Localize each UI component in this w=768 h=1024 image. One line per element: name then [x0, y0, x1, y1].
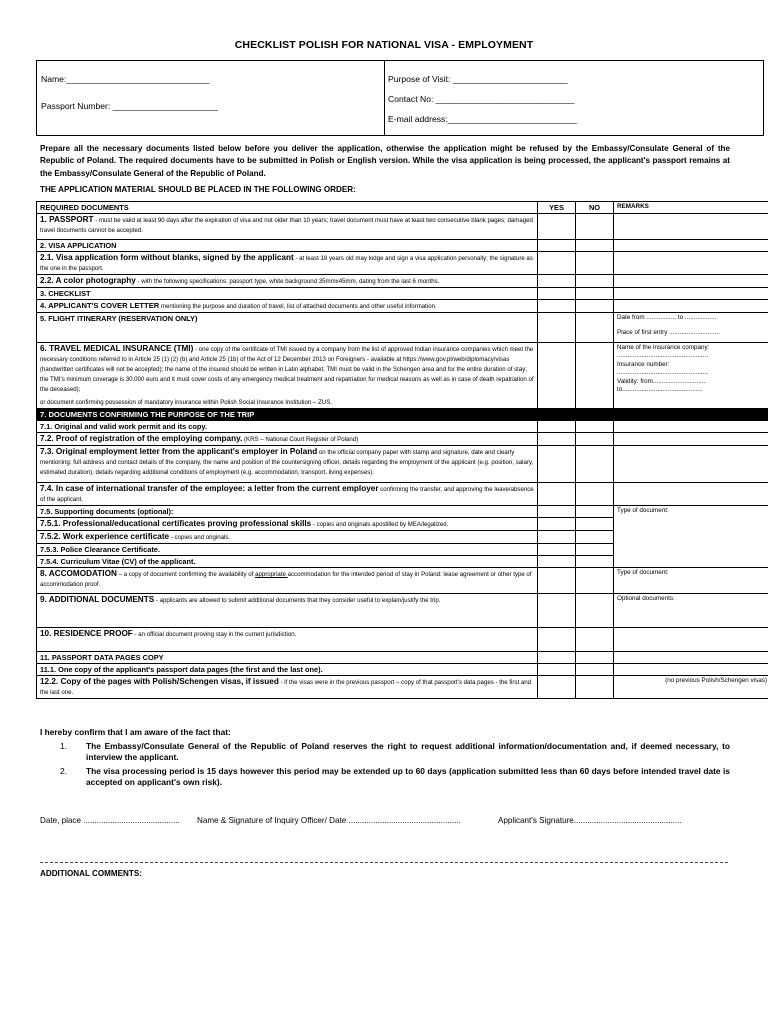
- row-note: - applicants are allowed to submit additional documents that they consider useful to explain/justify the trip.: [154, 597, 441, 604]
- table-header-row: [37, 202, 768, 214]
- row-professional-certificates: [37, 518, 538, 531]
- row-note: - must be valid at least 90 days after the expiration of visa and not older than 10 years; travel document must have at least two consecutive blank pages; damaged travel documents cannot be accepted.: [40, 217, 533, 234]
- header-required-documents: REQUIRED DOCUMENTS: [37, 202, 538, 214]
- yes-checkbox[interactable]: [538, 483, 576, 506]
- remarks-cell[interactable]: [614, 652, 768, 664]
- comments-divider: [40, 862, 728, 863]
- yes-checkbox[interactable]: [538, 240, 576, 252]
- row-note: - at least 18 years old may lodge and sign a visa application personally; the signature as the one in the passport.: [40, 255, 533, 272]
- additional-remarks[interactable]: [614, 594, 768, 628]
- row-note: - an official document proving stay in the current jurisdiction.: [132, 631, 297, 638]
- row-note: confirming the transfer, and approving the leave/absence of the applicant.: [40, 486, 534, 503]
- document-type-label: Type of document:: [617, 507, 669, 514]
- yes-checkbox[interactable]: [538, 556, 576, 568]
- no-checkbox[interactable]: [576, 664, 614, 676]
- yes-checkbox[interactable]: [538, 343, 576, 409]
- row-transfer-letter: [37, 483, 538, 506]
- row-cover-letter: [37, 300, 538, 313]
- table-row: [37, 433, 768, 446]
- row-title: 7.2. Proof of registration of the employing company.: [40, 434, 243, 443]
- validity-to-field[interactable]: to..............................................: [617, 386, 703, 394]
- row-note: (KRS – National Court Register of Poland): [242, 436, 359, 443]
- row-title: 1. PASSPORT: [40, 215, 94, 224]
- document-type-label: Type of document:: [617, 569, 669, 576]
- no-checkbox[interactable]: [576, 531, 614, 544]
- flight-remarks[interactable]: [614, 313, 768, 343]
- insurance-company-field[interactable]: ....................................................: [617, 352, 708, 360]
- additional-comments-label: ADDITIONAL COMMENTS:: [40, 869, 142, 878]
- no-checkbox[interactable]: [576, 300, 614, 313]
- contact-number-field[interactable]: Contact No: _____________________________: [388, 94, 575, 104]
- confirmation-section: [40, 727, 730, 789]
- no-checkbox[interactable]: [576, 433, 614, 446]
- yes-checkbox[interactable]: [538, 652, 576, 664]
- no-checkbox[interactable]: [576, 628, 614, 652]
- row-employment-letter: [37, 446, 538, 483]
- optional-documents-label: Optional documents:: [617, 595, 675, 602]
- email-field[interactable]: E-mail address:___________________________: [388, 114, 577, 124]
- no-checkbox[interactable]: [576, 594, 614, 628]
- no-checkbox[interactable]: [576, 676, 614, 699]
- row-additional-documents: [37, 594, 538, 628]
- no-previous-visas-note: (no previous Polish/Schengen visas): [665, 677, 767, 684]
- row-police-clearance: 7.5.3. Police Clearance Certificate.: [37, 544, 538, 556]
- row-note: - copies and originals.: [169, 534, 231, 541]
- insurance-number-field[interactable]: ....................................................: [617, 369, 708, 377]
- yes-checkbox[interactable]: [538, 506, 576, 518]
- row-work-permit: 7.1. Original and valid work permit and its copy.: [37, 421, 538, 433]
- yes-checkbox[interactable]: [538, 421, 576, 433]
- remarks-cell[interactable]: [614, 433, 768, 446]
- yes-checkbox[interactable]: [538, 664, 576, 676]
- remarks-cell[interactable]: [614, 483, 768, 506]
- no-checkbox[interactable]: [576, 343, 614, 409]
- name-field[interactable]: Name:______________________________: [41, 74, 210, 84]
- visa-pages-remarks[interactable]: [614, 676, 768, 699]
- validity-from-field[interactable]: Validity: from..............................: [617, 377, 706, 385]
- remarks-cell[interactable]: [614, 628, 768, 652]
- yes-checkbox[interactable]: [538, 288, 576, 300]
- yes-checkbox[interactable]: [538, 676, 576, 699]
- row-residence-proof: [37, 628, 538, 652]
- accommodation-remarks[interactable]: [614, 568, 768, 594]
- purpose-of-visit-field[interactable]: Purpose of Visit: ________________________: [388, 74, 568, 84]
- row-note: – a copy of document confirming the availability of: [116, 571, 256, 578]
- applicant-signature-field[interactable]: Applicant's Signature................................................: [498, 816, 682, 825]
- row-title: 9. ADDITIONAL DOCUMENTS: [40, 595, 155, 604]
- row-note: on the official company paper with stamp and signature, date and clearly mentioning: full address and contact details of the company, the name and position of the countersigning officer, details regarding the employment of the applicant (e.g. position, salary, estimated duration), details regarding additional conditions of employment (e.g. accommodation, transport, living expenses).: [40, 449, 534, 476]
- table-row: [37, 506, 768, 518]
- yes-checkbox[interactable]: [538, 300, 576, 313]
- row-work-experience: [37, 531, 538, 544]
- table-row: [37, 214, 768, 240]
- yes-checkbox[interactable]: [538, 594, 576, 628]
- remarks-cell[interactable]: [614, 421, 768, 433]
- row-supporting-documents: 7.5. Supporting documents (optional):: [37, 506, 538, 518]
- first-entry-field[interactable]: Place of first entry .............................: [617, 329, 720, 337]
- table-row: [37, 313, 768, 343]
- table-row: [37, 652, 768, 664]
- remarks-cell[interactable]: [614, 288, 768, 300]
- list-text: The visa processing period is 15 days however this period may be extended up to 60 days (application submitted less than 60 days before intended travel date is accepted on applicant's own risk).: [86, 765, 730, 788]
- no-checkbox[interactable]: [576, 518, 614, 531]
- passport-number-field[interactable]: Passport Number: ______________________: [41, 101, 218, 111]
- header-yes: YES: [538, 202, 576, 214]
- applicant-info-box: [36, 60, 764, 136]
- table-row: [37, 252, 768, 275]
- yes-checkbox[interactable]: [538, 544, 576, 556]
- no-checkbox[interactable]: [576, 421, 614, 433]
- no-checkbox[interactable]: [576, 313, 614, 343]
- yes-checkbox[interactable]: [538, 446, 576, 483]
- yes-checkbox[interactable]: [538, 214, 576, 240]
- date-range-field[interactable]: Date from ................. to ..................: [617, 314, 717, 321]
- row-title: 8. ACCOMODATION: [40, 569, 117, 578]
- table-row: [37, 664, 768, 676]
- table-row: [37, 343, 768, 409]
- page-title: CHECKLIST POLISH FOR NATIONAL VISA - EMPLOYMENT: [234, 39, 534, 51]
- yes-checkbox[interactable]: [538, 313, 576, 343]
- yes-checkbox[interactable]: [538, 275, 576, 288]
- row-title: 10. RESIDENCE PROOF: [40, 629, 133, 638]
- row-title: 12.2. Copy of the pages with Polish/Schengen visas, if issued: [40, 677, 279, 686]
- row-visa-pages-copy: [37, 676, 538, 699]
- header-no: NO: [576, 202, 614, 214]
- no-checkbox[interactable]: [576, 240, 614, 252]
- row-note: - one copy of the certificate of TMI issued by a company from the list of approved Indian insurance companies which meet the necessary conditions referred to in Article 25 (1) (2) (b) and Article 25 (1b) of the Act of 12 December 2013 on Foreigners - available at https://www.gov.pl/web/diplomacy/visas (handwritten certificates will not be accepted); the name of the insured should be written in Latin alphabet; TMI must be valid in the Schengen area and for the entire duration of stay; the TMI's minimum coverage is 30.000 euro and it must cover costs of any emergency medical treatment and repatriation for medical reasons as well as in case of death repatriation of the deceased);: [40, 346, 534, 393]
- section-header-row: [37, 409, 768, 421]
- row-accommodation: [37, 568, 538, 594]
- table-row: [37, 288, 768, 300]
- table-row: [37, 275, 768, 288]
- row-title: 7.4. In case of international transfer of the employee: a letter from the current employer: [40, 484, 379, 493]
- table-row: [37, 568, 768, 594]
- row-visa-application: 2. VISA APPLICATION: [37, 240, 538, 252]
- row-note: - copies and originals apostilled by MEA/legalized.: [311, 521, 449, 528]
- no-checkbox[interactable]: [576, 275, 614, 288]
- officer-signature-field[interactable]: Name & Signature of Inquiry Officer/ Date ..................................................: [197, 816, 461, 825]
- row-checklist: 3. CHECKLIST: [37, 288, 538, 300]
- yes-checkbox[interactable]: [538, 628, 576, 652]
- table-row: [37, 628, 768, 652]
- row-medical-insurance: [37, 343, 538, 409]
- row-company-registration: [37, 433, 538, 446]
- row-visa-form: [37, 252, 538, 275]
- remarks-cell[interactable]: [614, 300, 768, 313]
- no-checkbox[interactable]: [576, 544, 614, 556]
- yes-checkbox[interactable]: [538, 433, 576, 446]
- no-checkbox[interactable]: [576, 556, 614, 568]
- remarks-cell[interactable]: [614, 275, 768, 288]
- table-row: [37, 594, 768, 628]
- row-note: mentioning the purpose and duration of travel, list of attached documents and other useful information.: [159, 303, 437, 310]
- row-title: 6. TRAVEL MEDICAL INSURANCE (TMI): [40, 344, 194, 353]
- yes-checkbox[interactable]: [538, 568, 576, 594]
- list-number: 1.: [60, 740, 67, 751]
- no-checkbox[interactable]: [576, 214, 614, 240]
- no-checkbox[interactable]: [576, 483, 614, 506]
- confirmation-lead: I hereby confirm that I am aware of the fact that:: [40, 727, 231, 737]
- table-row: [37, 240, 768, 252]
- section-purpose-of-trip: 7. DOCUMENTS CONFIRMING THE PURPOSE OF THE TRIP: [37, 409, 768, 421]
- row-note-underlined: appropriate: [255, 571, 288, 578]
- row-title: 2.2. A color photography: [40, 276, 136, 285]
- list-item: [40, 766, 730, 789]
- no-checkbox[interactable]: [576, 568, 614, 594]
- yes-checkbox[interactable]: [538, 252, 576, 275]
- remarks-cell[interactable]: [614, 252, 768, 275]
- row-photo: [37, 275, 538, 288]
- yes-checkbox[interactable]: [538, 531, 576, 544]
- order-note: THE APPLICATION MATERIAL SHOULD BE PLACED IN THE FOLLOWING ORDER:: [40, 185, 356, 194]
- list-item: [40, 741, 730, 764]
- yes-checkbox[interactable]: [538, 518, 576, 531]
- remarks-cell[interactable]: [614, 446, 768, 483]
- remarks-cell[interactable]: [614, 240, 768, 252]
- row-curriculum-vitae: 7.5.4. Curriculum Vitae (CV) of the applicant.: [37, 556, 538, 568]
- table-row: [37, 483, 768, 506]
- no-checkbox[interactable]: [576, 252, 614, 275]
- table-row: [37, 300, 768, 313]
- row-title: 7.5.2. Work experience certificate: [40, 532, 170, 541]
- row-alt-note: or document confirming possession of mandatory insurance within Polish Social Insurance Institution – ZUS.: [40, 399, 332, 406]
- no-checkbox[interactable]: [576, 288, 614, 300]
- documents-table: [36, 201, 768, 699]
- remarks-cell[interactable]: [614, 664, 768, 676]
- table-row: [37, 676, 768, 699]
- row-note: - with the following specifications: passport type, white background 35mmx45mm, dating from the last 6 months.: [135, 278, 440, 285]
- info-box-divider: [384, 61, 385, 135]
- row-note: accommodation for the intended period of stay in Poland: lease agreement or other type of accommodation proof.: [40, 571, 532, 588]
- header-remarks: REMARKS: [614, 202, 768, 214]
- list-text: The Embassy/Consulate General of the Republic of Poland reserves the right to request additional information/documentation and, if deemed necessary, to interview the applicant.: [86, 740, 730, 763]
- insurance-company-label: Name of the insurance company:: [617, 344, 710, 351]
- table-row: [37, 421, 768, 433]
- list-number: 2.: [60, 765, 67, 776]
- row-title: 2.1. Visa application form without blanks, signed by the applicant: [40, 253, 294, 262]
- table-row: [37, 446, 768, 483]
- row-passport-data-pages: 11. PASSPORT DATA PAGES COPY: [37, 652, 538, 664]
- remarks-cell[interactable]: [614, 214, 768, 240]
- no-checkbox[interactable]: [576, 446, 614, 483]
- no-checkbox[interactable]: [576, 652, 614, 664]
- row-title: 4. APPLICANT'S COVER LETTER: [40, 301, 160, 310]
- supporting-remarks[interactable]: [614, 506, 768, 568]
- row-passport-copy: 11.1. One copy of the applicant's passport data pages (the first and the last one).: [37, 664, 538, 676]
- insurance-remarks[interactable]: [614, 343, 768, 409]
- row-title: 7.3. Original employment letter from the applicant's employer in Poland: [40, 447, 318, 456]
- row-title: 7.5.1. Professional/educational certificates proving professional skills: [40, 519, 312, 528]
- no-checkbox[interactable]: [576, 506, 614, 518]
- row-passport: [37, 214, 538, 240]
- row-flight-itinerary: 5. FLIGHT ITINERARY (RESERVATION ONLY): [37, 313, 538, 343]
- date-place-field[interactable]: Date, place ...........................................: [40, 816, 180, 825]
- intro-paragraph: Prepare all the necessary documents listed below before you deliver the application, otherwise the application might be refused by the Embassy/Consulate General of the Republic of Poland. The required documents have to be submitted in Polish or English version. While the visa application is being processed, the applicant's passport remains at the Embassy/Consulate General of the Republic of Poland.: [40, 144, 730, 178]
- row-note: - if the visas were in the previous passport – copy of that passport's data pages - the first and the last one.: [40, 679, 532, 696]
- insurance-number-label: Insurance number:: [617, 360, 670, 368]
